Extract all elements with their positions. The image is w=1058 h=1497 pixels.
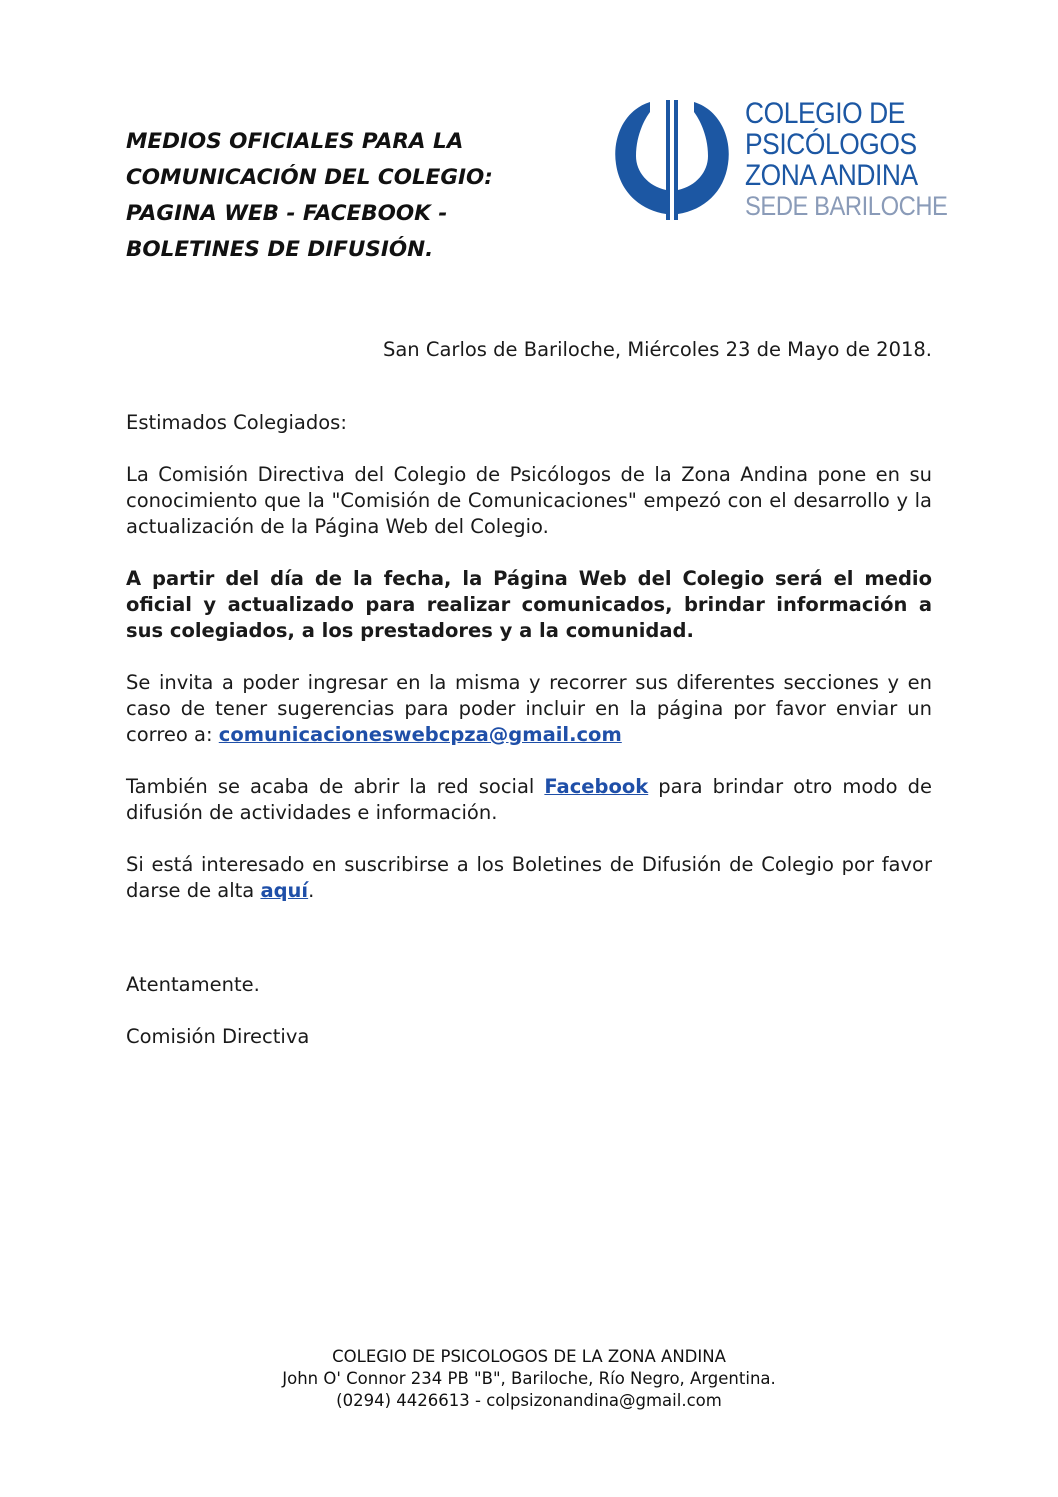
psi-icon: [610, 98, 734, 222]
footer: [0, 1346, 1058, 1412]
paragraph-text: Si está interesado en suscribirse a los Boletines de Difusión de Colegio por favor darse de alta: [126, 853, 932, 902]
letter-body: [126, 410, 932, 930]
signature: Comisión Directiva: [126, 1025, 310, 1048]
letter-date: San Carlos de Bariloche, Miércoles 23 de Mayo de 2018.: [382, 338, 932, 361]
logo-line: ZONA ANDINA: [745, 159, 918, 192]
email-link[interactable]: comunicacioneswebcpza@gmail.com: [218, 723, 622, 746]
document-title: [126, 124, 596, 268]
title-line: BOLETINES DE DIFUSIÓN.: [126, 237, 434, 262]
salutation: Estimados Colegiados:: [126, 411, 347, 434]
paragraph-text: para brindar otro modo de difusión de actividades e información.: [126, 775, 932, 824]
paragraph-bold: A partir del día de la fecha, la Página Web del Colegio será el medio oficial y actualizado para realizar comunicados, brindar información a sus colegiados, a los prestadores y a la comunidad.: [126, 567, 932, 642]
paragraph: La Comisión Directiva del Colegio de Psicólogos de la Zona Andina pone en su conocimiento que la "Comisión de Comunicaciones" empezó con el desarrollo y la actualización de la Página Web del Colegio.: [126, 463, 932, 538]
subscribe-link[interactable]: aquí: [260, 879, 309, 902]
paragraph: [126, 774, 932, 826]
paragraph: [126, 852, 932, 904]
logo-line: SEDE BARILOCHE: [745, 191, 948, 221]
paragraph: [126, 670, 932, 748]
logo-line: PSICÓLOGOS: [745, 128, 917, 161]
title-line: MEDIOS OFICIALES PARA LA: [126, 129, 464, 154]
footer-address: John O' Connor 234 PB "B", Bariloche, Río Negro, Argentina.: [282, 1369, 776, 1388]
paragraph-text: También se acaba de abrir la red social: [126, 775, 545, 798]
logo: [610, 97, 948, 222]
paragraph-text: Se invita a poder ingresar en la misma y recorrer sus diferentes secciones y en caso de tener sugerencias para poder incluir en la página por favor enviar un correo a:: [126, 671, 932, 746]
closing-text: Atentamente.: [126, 973, 260, 996]
facebook-link[interactable]: Facebook: [544, 775, 649, 798]
letter-closing: [126, 972, 309, 1076]
logo-line: COLEGIO DE: [745, 97, 905, 130]
logo-wordmark: [745, 97, 948, 222]
paragraph-text: .: [308, 879, 315, 902]
footer-contact: (0294) 4426613 - colpsizonandina@gmail.com: [336, 1391, 722, 1410]
title-line: COMUNICACIÓN DEL COLEGIO:: [126, 165, 493, 190]
footer-org: COLEGIO DE PSICOLOGOS DE LA ZONA ANDINA: [332, 1347, 726, 1366]
title-line: PAGINA WEB - FACEBOOK -: [126, 201, 448, 226]
